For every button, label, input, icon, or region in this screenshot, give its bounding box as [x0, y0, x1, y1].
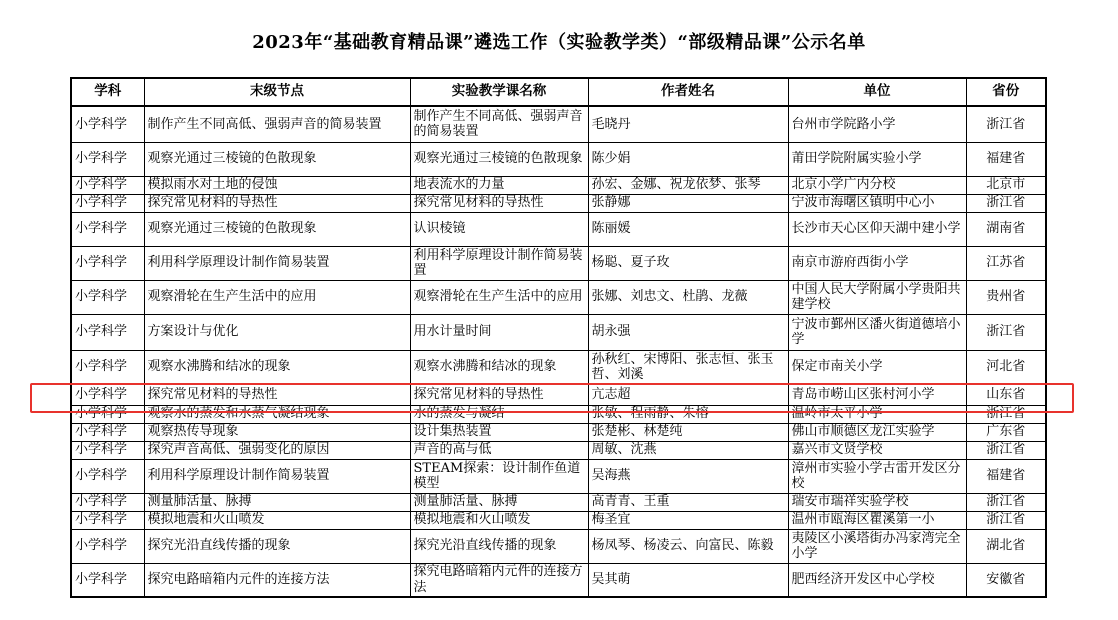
cell-unit: 肥西经济开发区中心学校: [788, 563, 966, 597]
cell-authors: 陈少娟: [588, 142, 788, 176]
cell-subject: 小学科学: [71, 441, 144, 459]
header-authors: 作者姓名: [588, 78, 788, 106]
table-row: [71, 246, 1046, 280]
cell-node: 利用科学原理设计制作简易装置: [144, 459, 410, 493]
cell-node: 探究常见材料的导热性: [144, 194, 410, 212]
cell-course-name: 用水计量时间: [410, 314, 588, 350]
table-row: [71, 350, 1046, 384]
cell-province: 广东省: [966, 423, 1046, 441]
table-row: [71, 423, 1046, 441]
results-table: [70, 77, 1047, 598]
header-subject: 学科: [71, 78, 144, 106]
cell-authors: 吴海燕: [588, 459, 788, 493]
table-row: [71, 142, 1046, 176]
cell-province: 湖南省: [966, 212, 1046, 246]
cell-course-name: 地表流水的力量: [410, 176, 588, 194]
cell-unit: 长沙市天心区仰天湖中建小学: [788, 212, 966, 246]
cell-node: 制作产生不同高低、强弱声音的简易装置: [144, 106, 410, 142]
table-row: [71, 314, 1046, 350]
table-row: [71, 280, 1046, 314]
cell-node: 探究电路暗箱内元件的连接方法: [144, 563, 410, 597]
cell-province: 浙江省: [966, 511, 1046, 529]
cell-province: 福建省: [966, 459, 1046, 493]
cell-authors: 亢志超: [588, 384, 788, 405]
cell-unit: 中国人民大学附属小学贵阳共建学校: [788, 280, 966, 314]
cell-unit: 青岛市崂山区张村河小学: [788, 384, 966, 405]
cell-unit: 宁波市海曙区镇明中心小: [788, 194, 966, 212]
cell-course-name: 测量肺活量、脉搏: [410, 493, 588, 511]
table-row: [71, 194, 1046, 212]
cell-subject: 小学科学: [71, 459, 144, 493]
cell-node: 观察水沸腾和结冰的现象: [144, 350, 410, 384]
cell-course-name: 认识棱镜: [410, 212, 588, 246]
cell-unit: 宁波市鄞州区潘火街道德培小学: [788, 314, 966, 350]
cell-course-name: 探究常见材料的导热性: [410, 384, 588, 405]
cell-subject: 小学科学: [71, 212, 144, 246]
cell-node: 观察滑轮在生产生活中的应用: [144, 280, 410, 314]
header-unit: 单位: [788, 78, 966, 106]
cell-unit: 北京小学广内分校: [788, 176, 966, 194]
table-row: [71, 563, 1046, 597]
cell-subject: 小学科学: [71, 194, 144, 212]
header-row: [71, 78, 1046, 106]
cell-province: 贵州省: [966, 280, 1046, 314]
cell-course-name: 探究电路暗箱内元件的连接方法: [410, 563, 588, 597]
cell-node: 探究声音高低、强弱变化的原因: [144, 441, 410, 459]
cell-subject: 小学科学: [71, 529, 144, 563]
cell-province: 山东省: [966, 384, 1046, 405]
cell-node: 观察光通过三棱镜的色散现象: [144, 212, 410, 246]
cell-subject: 小学科学: [71, 405, 144, 423]
cell-subject: 小学科学: [71, 142, 144, 176]
cell-authors: 胡永强: [588, 314, 788, 350]
cell-subject: 小学科学: [71, 314, 144, 350]
cell-subject: 小学科学: [71, 350, 144, 384]
cell-authors: 孙秋红、宋博阳、张志恒、张玉哲、刘溪: [588, 350, 788, 384]
cell-authors: 梅圣宜: [588, 511, 788, 529]
table-row: [71, 529, 1046, 563]
table-row: [71, 405, 1046, 423]
table-row: [71, 212, 1046, 246]
cell-subject: 小学科学: [71, 563, 144, 597]
table-row: [71, 106, 1046, 142]
table-row: [71, 511, 1046, 529]
cell-unit: 瑞安市瑞祥实验学校: [788, 493, 966, 511]
cell-province: 浙江省: [966, 405, 1046, 423]
cell-authors: 张静娜: [588, 194, 788, 212]
cell-authors: 杨聪、夏子玫: [588, 246, 788, 280]
cell-subject: 小学科学: [71, 423, 144, 441]
cell-node: 模拟地震和火山喷发: [144, 511, 410, 529]
cell-subject: 小学科学: [71, 384, 144, 405]
cell-unit: 南京市游府西街小学: [788, 246, 966, 280]
cell-authors: 张楚彬、林楚纯: [588, 423, 788, 441]
cell-province: 河北省: [966, 350, 1046, 384]
header-province: 省份: [966, 78, 1046, 106]
cell-authors: 毛晓丹: [588, 106, 788, 142]
table-row: [71, 493, 1046, 511]
cell-node: 观察水的蒸发和水蒸气凝结现象: [144, 405, 410, 423]
cell-course-name: STEAM探索：设计制作鱼道模型: [410, 459, 588, 493]
cell-unit: 莆田学院附属实验小学: [788, 142, 966, 176]
cell-province: 浙江省: [966, 106, 1046, 142]
cell-unit: 温岭市太平小学: [788, 405, 966, 423]
cell-province: 浙江省: [966, 441, 1046, 459]
cell-course-name: 观察光通过三棱镜的色散现象: [410, 142, 588, 176]
header-course-name: 实验教学课名称: [410, 78, 588, 106]
cell-province: 北京市: [966, 176, 1046, 194]
cell-node: 利用科学原理设计制作简易装置: [144, 246, 410, 280]
cell-province: 湖北省: [966, 529, 1046, 563]
cell-course-name: 探究光沿直线传播的现象: [410, 529, 588, 563]
cell-course-name: 制作产生不同高低、强弱声音的简易装置: [410, 106, 588, 142]
cell-unit: 保定市南关小学: [788, 350, 966, 384]
cell-unit: 温州市瓯海区瞿溪第一小: [788, 511, 966, 529]
cell-unit: 台州市学院路小学: [788, 106, 966, 142]
header-node: 末级节点: [144, 78, 410, 106]
cell-course-name: 设计集热装置: [410, 423, 588, 441]
cell-node: 探究常见材料的导热性: [144, 384, 410, 405]
cell-node: 探究光沿直线传播的现象: [144, 529, 410, 563]
cell-unit: 夷陵区小溪塔街办冯家湾完全小学: [788, 529, 966, 563]
cell-authors: 张娜、刘忠文、杜鹃、龙薇: [588, 280, 788, 314]
cell-province: 浙江省: [966, 194, 1046, 212]
cell-authors: 高青青、王重: [588, 493, 788, 511]
cell-course-name: 观察水沸腾和结冰的现象: [410, 350, 588, 384]
cell-province: 浙江省: [966, 493, 1046, 511]
cell-province: 福建省: [966, 142, 1046, 176]
cell-subject: 小学科学: [71, 176, 144, 194]
cell-authors: 张敏、程雨静、朱榕: [588, 405, 788, 423]
cell-node: 观察光通过三棱镜的色散现象: [144, 142, 410, 176]
cell-course-name: 探究常见材料的导热性: [410, 194, 588, 212]
cell-course-name: 观察滑轮在生产生活中的应用: [410, 280, 588, 314]
cell-node: 测量肺活量、脉搏: [144, 493, 410, 511]
cell-province: 江苏省: [966, 246, 1046, 280]
cell-unit: 漳州市实验小学古雷开发区分校: [788, 459, 966, 493]
cell-course-name: 声音的高与低: [410, 441, 588, 459]
cell-authors: 周敏、沈燕: [588, 441, 788, 459]
cell-subject: 小学科学: [71, 280, 144, 314]
table-row-highlighted: [71, 384, 1046, 405]
cell-node: 模拟雨水对土地的侵蚀: [144, 176, 410, 194]
cell-course-name: 模拟地震和火山喷发: [410, 511, 588, 529]
cell-unit: 嘉兴市文贤学校: [788, 441, 966, 459]
cell-authors: 吴其萌: [588, 563, 788, 597]
cell-unit: 佛山市顺德区龙江实验学: [788, 423, 966, 441]
cell-subject: 小学科学: [71, 106, 144, 142]
cell-authors: 孙宏、金娜、祝龙依梦、张琴: [588, 176, 788, 194]
cell-course-name: 水的蒸发与凝结: [410, 405, 588, 423]
table-row: [71, 459, 1046, 493]
cell-node: 观察热传导现象: [144, 423, 410, 441]
cell-province: 安徽省: [966, 563, 1046, 597]
cell-province: 浙江省: [966, 314, 1046, 350]
table-row: [71, 176, 1046, 194]
page-title: 2023年“基础教育精品课”遴选工作（实验教学类）“部级精品课”公示名单: [252, 32, 866, 53]
cell-course-name: 利用科学原理设计制作简易装置: [410, 246, 588, 280]
cell-authors: 陈丽媛: [588, 212, 788, 246]
cell-authors: 杨凤琴、杨凌云、向富民、陈毅: [588, 529, 788, 563]
table-row: [71, 441, 1046, 459]
cell-subject: 小学科学: [71, 511, 144, 529]
cell-subject: 小学科学: [71, 246, 144, 280]
cell-node: 方案设计与优化: [144, 314, 410, 350]
cell-subject: 小学科学: [71, 493, 144, 511]
